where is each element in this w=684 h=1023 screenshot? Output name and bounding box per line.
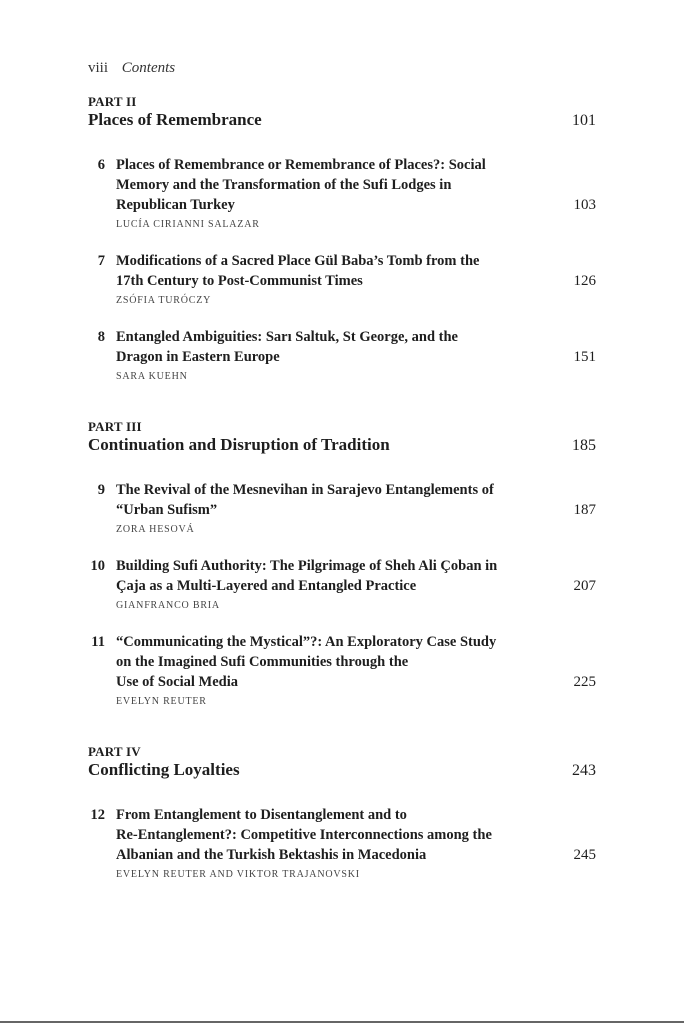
table-of-contents: [88, 94, 596, 901]
part-heading[interactable]: [88, 109, 596, 131]
chapter-title: [116, 251, 536, 291]
chapter-title-line: Memory and the Transformation of the Sufi Lodges in: [116, 177, 452, 193]
chapter-number: 9: [97, 482, 105, 498]
running-head: [88, 60, 175, 77]
chapter-author: LUCÍA CIRIANNI SALAZAR: [116, 219, 260, 230]
chapter-entry[interactable]: [88, 556, 596, 612]
part-section: [88, 94, 596, 131]
chapter-number: 8: [97, 329, 105, 345]
chapter-title: [116, 556, 536, 596]
part-title: Continuation and Disruption of Tradition: [88, 435, 390, 454]
chapter-page-number: 225: [573, 674, 596, 690]
chapter-title-line: “Urban Sufism”: [116, 502, 218, 518]
chapter-page-number: 151: [573, 349, 596, 365]
chapter-title-line: Use of Social Media: [116, 674, 239, 690]
chapter-author: GIANFRANCO BRIA: [116, 600, 220, 611]
chapter-title-line: Çaja as a Multi-Layered and Entangled Practice: [116, 578, 417, 594]
part-title: Conflicting Loyalties: [88, 760, 240, 779]
chapter-title-line: Entangled Ambiguities: Sarı Saltuk, St George, and the: [116, 329, 458, 345]
chapter-page-number: 126: [573, 273, 596, 289]
part-heading[interactable]: [88, 434, 596, 456]
chapter-title-line: Re-Entanglement?: Competitive Interconnections among the: [116, 827, 492, 843]
part-title: Places of Remembrance: [88, 110, 262, 129]
chapter-entry[interactable]: [88, 480, 596, 536]
chapter-title-line: The Revival of the Mesnevihan in Sarajevo Entanglements of: [116, 482, 494, 498]
chapter-author: EVELYN REUTER AND VIKTOR TRAJANOVSKI: [116, 869, 360, 880]
chapter-title-line: on the Imagined Sufi Communities through the: [116, 654, 409, 670]
chapter-page-number: 207: [573, 578, 596, 594]
part-label: PART IV: [88, 744, 141, 759]
chapter-author: ZORA HESOVÁ: [116, 524, 195, 535]
chapter-title-line: 17th Century to Post-Communist Times: [116, 273, 363, 289]
chapter-entry[interactable]: [88, 632, 596, 708]
chapter-title-line: Republican Turkey: [116, 197, 235, 213]
part-section: [88, 744, 596, 781]
chapter-number: 10: [90, 558, 105, 574]
chapter-entry[interactable]: [88, 327, 596, 383]
part-heading[interactable]: [88, 759, 596, 781]
chapter-entry[interactable]: [88, 155, 596, 231]
part-page-number: 185: [572, 437, 596, 454]
part-page-number: 101: [572, 112, 596, 129]
chapter-number: 7: [97, 253, 105, 269]
chapter-title: [116, 327, 536, 367]
chapter-entry[interactable]: [88, 251, 596, 307]
chapter-title: [116, 155, 536, 215]
chapter-page-number: 187: [573, 502, 596, 518]
chapter-author: ZSÓFIA TURÓCZY: [116, 295, 212, 306]
chapter-title-line: “Communicating the Mystical”?: An Exploratory Case Study: [116, 634, 497, 650]
chapter-title-line: Albanian and the Turkish Bektashis in Macedonia: [116, 847, 427, 863]
chapter-title: [116, 632, 536, 692]
chapter-title-line: Modifications of a Sacred Place Gül Baba’s Tomb from the: [116, 253, 480, 269]
part-section: [88, 419, 596, 456]
part-label: PART II: [88, 94, 137, 109]
chapter-author: EVELYN REUTER: [116, 696, 207, 707]
chapter-page-number: 103: [573, 197, 596, 213]
chapter-title: [116, 805, 536, 865]
chapter-title-line: Dragon in Eastern Europe: [116, 349, 280, 365]
part-label: PART III: [88, 419, 142, 434]
running-head-title: Contents: [121, 60, 176, 76]
chapter-entry[interactable]: [88, 805, 596, 881]
chapter-author: SARA KUEHN: [116, 371, 188, 382]
chapter-number: 12: [90, 807, 105, 823]
chapter-page-number: 245: [573, 847, 596, 863]
chapter-number: 11: [91, 634, 105, 650]
chapter-title-line: Places of Remembrance or Remembrance of Places?: Social: [116, 157, 486, 173]
chapter-number: 6: [97, 157, 105, 173]
chapter-title-line: From Entanglement to Disentanglement and to: [116, 807, 407, 823]
part-page-number: 243: [572, 762, 596, 779]
chapter-title-line: Building Sufi Authority: The Pilgrimage of Sheh Ali Çoban in: [116, 558, 498, 574]
page-folio: viii: [88, 60, 109, 76]
chapter-title: [116, 480, 536, 520]
